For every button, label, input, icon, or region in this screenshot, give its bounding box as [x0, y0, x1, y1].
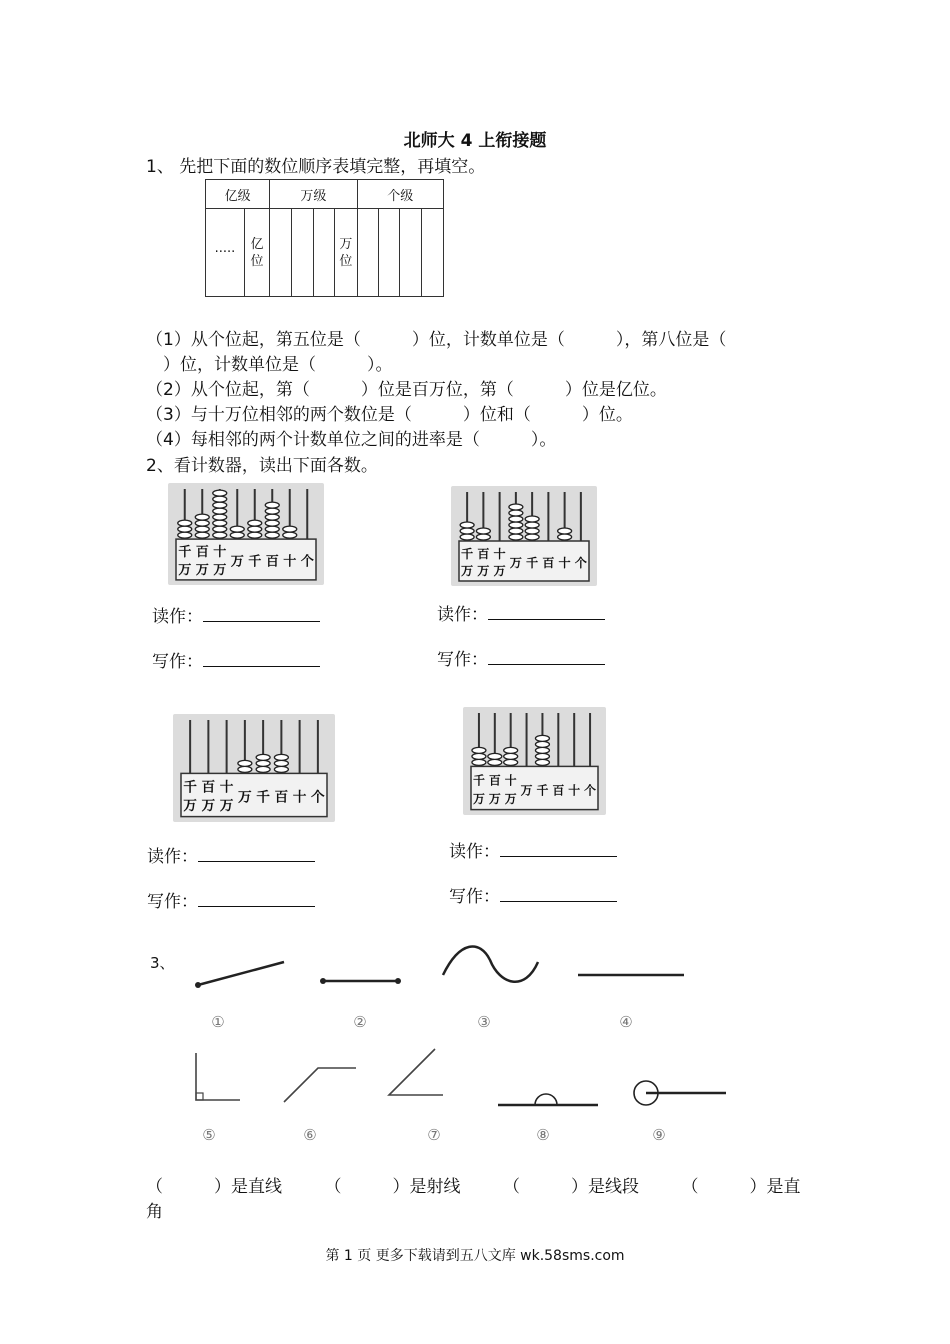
abacus-bead [488, 753, 502, 759]
abacus-bead [283, 532, 297, 538]
abacus-bead [238, 760, 252, 766]
abacus-bead [472, 759, 486, 765]
figure-1-ray [195, 962, 284, 988]
cell-yi-wei: 亿位 [244, 209, 269, 297]
abacus-drawing [173, 714, 335, 822]
abacus-bead [213, 532, 227, 538]
abacus-bead [248, 532, 262, 538]
write-label: 写作： [437, 645, 605, 670]
abacus-4 [463, 707, 606, 815]
q3-answer-line: （ ）是直线 （ ）是射线 （ ）是线段 （ ）是直 [146, 1177, 801, 1197]
abacus-label: 百 [195, 545, 209, 561]
abacus-bead [230, 532, 244, 538]
abacus-bead [488, 759, 502, 765]
q1-sub1b: ）位，计数单位是（ ）。 [146, 355, 393, 375]
abacus-bead [558, 534, 572, 540]
figure-number: ④ [619, 1013, 633, 1031]
abacus-drawing [168, 483, 324, 585]
empty-cell [378, 209, 400, 297]
abacus-bead [472, 753, 486, 759]
figure-2-segment [320, 978, 401, 984]
abacus-bead [509, 528, 523, 534]
abacus-label: 十 [219, 779, 234, 796]
abacus-bead [535, 759, 549, 765]
figure-number: ① [211, 1013, 225, 1031]
abacus-label: 千 [536, 783, 549, 798]
abacus-bead [213, 502, 227, 508]
abacus-label: 千 [526, 556, 539, 570]
abacus-bead [195, 532, 209, 538]
abacus-bead [476, 528, 490, 534]
abacus-label: 万 [461, 564, 474, 578]
write-answer-blank[interactable] [198, 906, 315, 907]
abacus-label: 千 [256, 789, 270, 806]
abacus-bead [230, 526, 244, 532]
abacus-label: 万 [238, 789, 252, 806]
abacus-2 [451, 486, 597, 586]
write-answer-blank[interactable] [500, 901, 617, 902]
read-label: 读作： [449, 837, 617, 862]
abacus-bead [525, 528, 539, 534]
abacus-bead [460, 522, 474, 528]
abacus-bead [509, 534, 523, 540]
figure-8-arc [498, 1094, 598, 1105]
abacus-bead [256, 766, 270, 772]
abacus-bead [274, 754, 288, 760]
abacus-label: 百 [274, 789, 289, 806]
figure-number: ⑤ [202, 1126, 216, 1144]
abacus-bead [213, 496, 227, 502]
abacus-bead [274, 766, 288, 772]
abacus-bead [248, 526, 262, 532]
abacus-bead [178, 520, 192, 526]
abacus-label: 个 [300, 554, 314, 570]
abacus-bead [195, 514, 209, 520]
place-value-table [205, 179, 444, 297]
abacus-label: 千 [461, 546, 474, 561]
abacus-bead [256, 754, 270, 760]
abacus-bead [504, 753, 518, 759]
read-label: 读作： [437, 600, 605, 625]
abacus-label: 万 [477, 564, 490, 578]
q1-sub4: （4）每相邻的两个计数单位之间的进率是（ ）。 [146, 430, 557, 450]
abacus-bead [265, 532, 279, 538]
page-title: 北师大 4 上衔接题 [403, 131, 547, 151]
figure-7-angle [389, 1049, 443, 1095]
abacus-bead [504, 747, 518, 753]
abacus-bead [195, 520, 209, 526]
empty-cell [400, 209, 422, 297]
figure-number: ⑨ [652, 1126, 666, 1144]
empty-cell [270, 209, 292, 297]
abacus-label: 个 [574, 556, 587, 570]
abacus-bead [265, 508, 279, 514]
empty-cell [313, 209, 335, 297]
geometry-figures [0, 940, 950, 1160]
abacus-label: 百 [542, 556, 555, 570]
empty-cell [357, 209, 378, 297]
abacus-label: 万 [493, 564, 506, 578]
abacus-bead [525, 534, 539, 540]
abacus-label: 十 [568, 783, 581, 798]
abacus-label: 百 [477, 546, 490, 561]
abacus-bead [460, 534, 474, 540]
abacus-label: 千 [178, 545, 192, 561]
empty-cell [291, 209, 313, 297]
dots-cell: ····· [206, 209, 245, 297]
write-label: 写作： [449, 882, 617, 907]
abacus-1 [168, 483, 324, 585]
abacus-bead [509, 504, 523, 510]
read-answer-blank[interactable] [488, 619, 605, 620]
abacus-bead [213, 490, 227, 496]
figure-9-circle-ray [634, 1081, 726, 1105]
abacus-bead [213, 508, 227, 514]
abacus-label: 个 [584, 783, 597, 798]
abacus-bead [195, 526, 209, 532]
abacus-label: 万 [230, 554, 244, 570]
abacus-bead [476, 534, 490, 540]
abacus-bead [265, 520, 279, 526]
abacus-bead [283, 526, 297, 532]
abacus-bead [178, 526, 192, 532]
abacus-bead [213, 526, 227, 532]
q1-sub1a: （1）从个位起，第五位是（ ）位，计数单位是（ ），第八位是（ [146, 330, 727, 350]
read-label: 读作： [152, 602, 320, 627]
abacus-3 [173, 714, 335, 822]
abacus-label: 千 [183, 779, 197, 796]
read-answer-blank[interactable] [500, 856, 617, 857]
abacus-label: 万 [509, 556, 522, 570]
abacus-bead [213, 514, 227, 520]
abacus-bead [256, 760, 270, 766]
q2-intro: 2、看计数器，读出下面各数。 [146, 456, 378, 476]
abacus-label: 万 [178, 562, 192, 578]
group-yi: 亿级 [206, 180, 270, 209]
abacus-label: 十 [283, 554, 297, 570]
abacus-bead [265, 502, 279, 508]
abacus-label: 万 [472, 792, 485, 807]
abacus-bead [535, 741, 549, 747]
abacus-bead [509, 510, 523, 516]
abacus-label: 百 [552, 783, 565, 798]
abacus-bead [265, 526, 279, 532]
abacus-bead [238, 766, 252, 772]
abacus-bead [274, 760, 288, 766]
q3-label: 3、 [150, 954, 175, 972]
read-answer-blank[interactable] [203, 621, 320, 622]
abacus-label: 百 [201, 779, 216, 796]
abacus-label: 万 [504, 792, 517, 807]
abacus-bead [472, 747, 486, 753]
abacus-label: 万 [219, 798, 234, 815]
figure-number: ⑥ [303, 1126, 317, 1144]
abacus-drawing [463, 707, 606, 815]
write-label: 写作： [152, 647, 320, 672]
abacus-bead [178, 532, 192, 538]
figure-6-polyline [284, 1068, 356, 1102]
abacus-label: 十 [558, 556, 571, 570]
write-answer-blank[interactable] [203, 666, 320, 667]
page-footer: 第 1 页 更多下载请到五八文库 wk.58sms.com [325, 1248, 625, 1264]
abacus-bead [558, 528, 572, 534]
abacus-bead [509, 522, 523, 528]
abacus-bead [525, 522, 539, 528]
abacus-bead [525, 516, 539, 522]
abacus-label: 十 [213, 545, 227, 561]
abacus-bead [504, 759, 518, 765]
abacus-label: 万 [195, 562, 209, 578]
abacus-label: 万 [213, 562, 227, 578]
abacus-label: 万 [201, 798, 216, 815]
figure-number: ② [353, 1013, 367, 1031]
abacus-bead [248, 520, 262, 526]
abacus-label: 十 [493, 546, 506, 561]
abacus-bead [509, 516, 523, 522]
abacus-drawing [451, 486, 597, 586]
abacus-label: 万 [520, 783, 533, 798]
read-label: 读作： [147, 842, 315, 867]
figure-number: ③ [477, 1013, 491, 1031]
abacus-bead [535, 753, 549, 759]
read-answer-blank[interactable] [198, 861, 315, 862]
figure-5-right-angle [196, 1053, 240, 1100]
abacus-label: 十 [292, 789, 307, 806]
write-label: 写作： [147, 887, 315, 912]
q3-answer-line2: 角 [146, 1202, 163, 1222]
abacus-label: 千 [472, 773, 485, 788]
abacus-label: 百 [265, 554, 279, 570]
q1-intro: 1、 先把下面的数位顺序表填完整，再填空。 [146, 157, 486, 177]
empty-cell [422, 209, 444, 297]
cell-wan-wei: 万位 [335, 209, 357, 297]
abacus-bead [535, 735, 549, 741]
abacus-label: 万 [488, 792, 501, 807]
group-wan: 万级 [270, 180, 357, 209]
abacus-label: 万 [183, 798, 197, 815]
figure-number: ⑧ [536, 1126, 550, 1144]
figure-3-curve [443, 946, 538, 981]
abacus-bead [460, 528, 474, 534]
abacus-label: 个 [311, 789, 325, 806]
abacus-label: 百 [488, 773, 501, 788]
abacus-bead [265, 514, 279, 520]
figure-number: ⑦ [427, 1126, 441, 1144]
q1-sub3: （3）与十万位相邻的两个数位是（ ）位和（ ）位。 [146, 405, 633, 425]
abacus-bead [535, 747, 549, 753]
abacus-label: 十 [504, 773, 517, 788]
write-answer-blank[interactable] [488, 664, 605, 665]
abacus-bead [213, 520, 227, 526]
q1-sub2: （2）从个位起，第（ ）位是百万位，第（ ）位是亿位。 [146, 380, 667, 400]
abacus-label: 千 [248, 554, 262, 570]
group-ge: 个级 [357, 180, 443, 209]
